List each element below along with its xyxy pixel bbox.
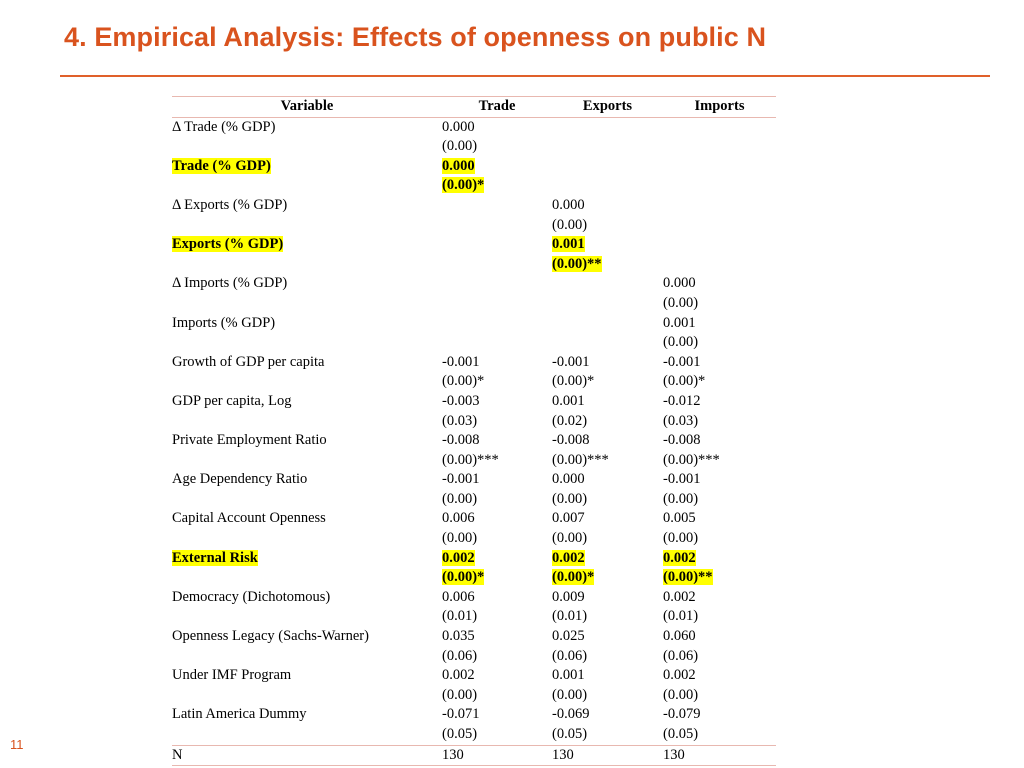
coefficient-value: 0.001: [552, 392, 585, 409]
standard-error-value: (0.01): [442, 608, 478, 625]
se-cell: [552, 647, 663, 667]
coefficient-value: 0.007: [552, 510, 585, 527]
variable-cell: [172, 470, 442, 490]
coefficient-value: 0.005: [663, 510, 696, 527]
coefficient-value: -0.003: [442, 392, 480, 409]
standard-error-value: (0.00)***: [442, 451, 499, 468]
standard-error-value: (0.00)*: [552, 373, 595, 390]
coef-cell: [442, 235, 552, 255]
regression-table: [172, 96, 776, 766]
coefficient-value: 0.000: [442, 118, 475, 135]
se-cell: [663, 216, 776, 236]
coefficient-value: 0.025: [552, 628, 585, 645]
variable-cell: [172, 588, 442, 608]
se-cell: [663, 372, 776, 392]
coefficient-value: 0.009: [552, 588, 585, 605]
coef-cell: [663, 157, 776, 177]
table-row-se: [172, 529, 776, 549]
coefficient-value: 0.002: [663, 549, 696, 566]
standard-error-value: (0.00): [442, 686, 478, 703]
coefficient-value: 0.002: [663, 667, 696, 684]
coef-cell: [552, 274, 663, 294]
header-variable: Variable: [172, 97, 442, 118]
standard-error-value: (0.00): [663, 686, 699, 703]
standard-error-value: (0.00)*: [663, 373, 706, 390]
variable-cell: [172, 627, 442, 647]
variable-cell-empty: [172, 568, 442, 588]
variable-cell-empty: [172, 216, 442, 236]
se-cell: [552, 451, 663, 471]
coef-cell: [442, 157, 552, 177]
coef-cell: [442, 431, 552, 451]
coefficient-value: -0.001: [663, 353, 701, 370]
table-row: [172, 627, 776, 647]
table-row: [172, 353, 776, 373]
variable-cell: [172, 392, 442, 412]
coefficient-value: 0.006: [442, 588, 475, 605]
table-row-se: [172, 725, 776, 745]
coefficient-value: -0.071: [442, 706, 480, 723]
se-cell: [663, 568, 776, 588]
coefficient-value: -0.001: [442, 353, 480, 370]
se-cell: [663, 412, 776, 432]
coef-cell: [552, 157, 663, 177]
coef-cell: [663, 549, 776, 569]
standard-error-value: (0.00)**: [663, 569, 713, 586]
table-row: [172, 470, 776, 490]
coef-cell: [663, 235, 776, 255]
page-number: 11: [10, 737, 24, 752]
se-cell: [552, 333, 663, 353]
se-cell: [552, 568, 663, 588]
standard-error-value: (0.06): [663, 647, 699, 664]
table-row-se: [172, 686, 776, 706]
variable-label: External Risk: [172, 549, 258, 566]
se-cell: [442, 137, 552, 157]
standard-error-value: (0.00): [552, 686, 588, 703]
coef-cell: [552, 705, 663, 725]
table-row-se: [172, 647, 776, 667]
variable-cell-empty: [172, 647, 442, 667]
se-cell: [552, 686, 663, 706]
observations-row: [172, 745, 776, 766]
se-cell: [663, 725, 776, 745]
variable-label: Growth of GDP per capita: [172, 353, 325, 370]
variable-cell-empty: [172, 451, 442, 471]
standard-error-value: (0.06): [552, 647, 588, 664]
coef-cell: [663, 353, 776, 373]
coefficient-value: 0.000: [442, 157, 475, 174]
variable-cell-empty: [172, 412, 442, 432]
table-row: [172, 392, 776, 412]
coef-cell: [552, 588, 663, 608]
variable-cell: [172, 196, 442, 216]
variable-cell-empty: [172, 333, 442, 353]
se-cell: [442, 294, 552, 314]
se-cell: [442, 216, 552, 236]
variable-label: Δ Imports (% GDP): [172, 275, 288, 292]
table-row: [172, 314, 776, 334]
standard-error-value: (0.06): [442, 647, 478, 664]
standard-error-value: (0.05): [442, 726, 478, 742]
se-cell: [663, 607, 776, 627]
coef-cell: [552, 431, 663, 451]
coef-cell: [663, 196, 776, 216]
se-cell: [552, 490, 663, 510]
standard-error-value: (0.00): [552, 216, 588, 233]
table-header-row: [172, 97, 776, 118]
table-row: [172, 705, 776, 725]
table-row-se: [172, 333, 776, 353]
standard-error-value: (0.00): [552, 490, 588, 507]
variable-cell-empty: [172, 725, 442, 745]
se-cell: [442, 255, 552, 275]
coef-cell: [442, 549, 552, 569]
se-cell: [442, 490, 552, 510]
se-cell: [442, 607, 552, 627]
standard-error-value: (0.03): [442, 412, 478, 429]
se-cell: [442, 412, 552, 432]
coefficient-value: -0.079: [663, 706, 701, 723]
se-cell: [552, 294, 663, 314]
table-row-se: [172, 294, 776, 314]
table-row: [172, 157, 776, 177]
coef-cell: [663, 627, 776, 647]
variable-cell: [172, 549, 442, 569]
coef-cell: [552, 196, 663, 216]
standard-error-value: (0.03): [663, 412, 699, 429]
coefficient-value: -0.008: [663, 432, 701, 449]
variable-label: Under IMF Program: [172, 667, 292, 684]
coefficient-value: 0.002: [442, 549, 475, 566]
coef-cell: [552, 117, 663, 137]
observations-value: 130: [552, 745, 663, 766]
table-row-se: [172, 607, 776, 627]
se-cell: [663, 451, 776, 471]
coef-cell: [442, 666, 552, 686]
se-cell: [552, 372, 663, 392]
table-row: [172, 274, 776, 294]
variable-cell-empty: [172, 490, 442, 510]
variable-cell-empty: [172, 686, 442, 706]
se-cell: [663, 137, 776, 157]
coefficient-value: -0.012: [663, 392, 701, 409]
standard-error-value: (0.00): [442, 530, 478, 547]
standard-error-value: (0.00)*: [442, 569, 485, 586]
standard-error-value: (0.00)***: [552, 451, 609, 468]
se-cell: [552, 529, 663, 549]
standard-error-value: (0.00): [552, 530, 588, 547]
variable-cell: [172, 157, 442, 177]
variable-cell: [172, 353, 442, 373]
variable-cell-empty: [172, 529, 442, 549]
observations-label: N: [172, 745, 442, 766]
coef-cell: [663, 117, 776, 137]
standard-error-value: (0.00): [663, 334, 699, 351]
variable-cell: [172, 117, 442, 137]
variable-cell-empty: [172, 176, 442, 196]
coef-cell: [552, 235, 663, 255]
table-row: [172, 196, 776, 216]
variable-label: Capital Account Openness: [172, 510, 326, 527]
table-row-se: [172, 490, 776, 510]
coef-cell: [552, 666, 663, 686]
coefficient-value: -0.001: [442, 471, 480, 488]
variable-label: Trade (% GDP): [172, 157, 271, 174]
variable-cell: [172, 666, 442, 686]
coef-cell: [552, 509, 663, 529]
table-row-se: [172, 451, 776, 471]
coefficient-value: 0.002: [663, 588, 696, 605]
coefficient-value: -0.069: [552, 706, 590, 723]
coefficient-value: 0.001: [552, 667, 585, 684]
se-cell: [442, 529, 552, 549]
table-row: [172, 666, 776, 686]
se-cell: [442, 686, 552, 706]
standard-error-value: (0.00)*: [442, 373, 485, 390]
coef-cell: [663, 431, 776, 451]
coefficient-value: 0.000: [552, 196, 585, 213]
variable-cell-empty: [172, 372, 442, 392]
variable-label: Democracy (Dichotomous): [172, 588, 331, 605]
table-row: [172, 431, 776, 451]
coef-cell: [442, 117, 552, 137]
se-cell: [552, 725, 663, 745]
table-row-se: [172, 137, 776, 157]
se-cell: [442, 647, 552, 667]
se-cell: [552, 412, 663, 432]
se-cell: [442, 333, 552, 353]
variable-label: GDP per capita, Log: [172, 392, 292, 409]
coef-cell: [663, 509, 776, 529]
se-cell: [552, 216, 663, 236]
variable-cell: [172, 509, 442, 529]
table-row-se: [172, 216, 776, 236]
coef-cell: [663, 666, 776, 686]
coef-cell: [552, 392, 663, 412]
variable-cell-empty: [172, 255, 442, 275]
header-imports: Imports: [663, 97, 776, 118]
table-row: [172, 235, 776, 255]
coef-cell: [442, 274, 552, 294]
coef-cell: [442, 705, 552, 725]
coef-cell: [663, 588, 776, 608]
standard-error-value: (0.00)**: [552, 255, 602, 272]
standard-error-value: (0.00)***: [663, 451, 720, 468]
se-cell: [663, 529, 776, 549]
se-cell: [663, 647, 776, 667]
variable-label: Imports (% GDP): [172, 314, 276, 331]
standard-error-value: (0.05): [663, 726, 699, 742]
standard-error-value: (0.02): [552, 412, 588, 429]
table-row-se: [172, 255, 776, 275]
table-row: [172, 509, 776, 529]
coef-cell: [442, 588, 552, 608]
variable-cell: [172, 431, 442, 451]
standard-error-value: (0.01): [663, 608, 699, 625]
coefficient-value: 0.002: [552, 549, 585, 566]
coef-cell: [442, 509, 552, 529]
standard-error-value: (0.00): [442, 490, 478, 507]
se-cell: [552, 255, 663, 275]
variable-label: Openness Legacy (Sachs-Warner): [172, 628, 369, 645]
coefficient-value: 0.002: [442, 667, 475, 684]
coefficient-value: 0.006: [442, 510, 475, 527]
coefficient-value: -0.008: [552, 432, 590, 449]
coef-cell: [663, 314, 776, 334]
header-trade: Trade: [442, 97, 552, 118]
coef-cell: [552, 470, 663, 490]
table-row-se: [172, 412, 776, 432]
se-cell: [442, 451, 552, 471]
variable-label: Δ Exports (% GDP): [172, 196, 288, 213]
se-cell: [663, 294, 776, 314]
standard-error-value: (0.01): [552, 608, 588, 625]
coef-cell: [442, 392, 552, 412]
variable-cell: [172, 274, 442, 294]
table-row: [172, 588, 776, 608]
coefficient-value: -0.008: [442, 432, 480, 449]
standard-error-value: (0.00)*: [442, 177, 485, 194]
coefficient-value: -0.001: [552, 353, 590, 370]
se-cell: [552, 607, 663, 627]
variable-cell: [172, 314, 442, 334]
se-cell: [663, 490, 776, 510]
table-row-se: [172, 568, 776, 588]
coefficient-value: 0.001: [552, 236, 585, 253]
se-cell: [663, 686, 776, 706]
header-exports: Exports: [552, 97, 663, 118]
standard-error-value: (0.00): [663, 490, 699, 507]
coef-cell: [442, 470, 552, 490]
se-cell: [442, 725, 552, 745]
variable-cell-empty: [172, 137, 442, 157]
coef-cell: [552, 314, 663, 334]
coefficient-value: 0.000: [552, 471, 585, 488]
variable-label: Latin America Dummy: [172, 706, 307, 723]
variable-cell-empty: [172, 607, 442, 627]
coefficient-value: 0.001: [663, 314, 696, 331]
coef-cell: [442, 196, 552, 216]
variable-cell: [172, 235, 442, 255]
variable-label: Private Employment Ratio: [172, 432, 327, 449]
variable-label: Δ Trade (% GDP): [172, 118, 276, 135]
observations-value: 130: [663, 745, 776, 766]
se-cell: [442, 176, 552, 196]
coef-cell: [663, 392, 776, 412]
coefficient-value: 0.035: [442, 628, 475, 645]
coef-cell: [442, 353, 552, 373]
coef-cell: [552, 353, 663, 373]
coef-cell: [663, 705, 776, 725]
table-row: [172, 549, 776, 569]
standard-error-value: (0.00): [663, 530, 699, 547]
coef-cell: [663, 470, 776, 490]
se-cell: [442, 568, 552, 588]
se-cell: [663, 176, 776, 196]
standard-error-value: (0.00): [442, 138, 478, 155]
se-cell: [663, 333, 776, 353]
title-divider: [60, 75, 990, 77]
coef-cell: [663, 274, 776, 294]
se-cell: [552, 137, 663, 157]
standard-error-value: (0.05): [552, 726, 588, 742]
coef-cell: [442, 314, 552, 334]
observations-value: 130: [442, 745, 552, 766]
table-row-se: [172, 372, 776, 392]
variable-label: Age Dependency Ratio: [172, 471, 308, 488]
table-body: [172, 117, 776, 766]
table-row: [172, 117, 776, 137]
slide-title: 4. Empirical Analysis: Effects of openness on public N: [64, 22, 767, 52]
coef-cell: [552, 627, 663, 647]
standard-error-value: (0.00): [663, 294, 699, 311]
coef-cell: [552, 549, 663, 569]
table-row-se: [172, 176, 776, 196]
standard-error-value: (0.00)*: [552, 569, 595, 586]
coefficient-value: -0.001: [663, 471, 701, 488]
se-cell: [552, 176, 663, 196]
variable-label: Exports (% GDP): [172, 236, 284, 253]
se-cell: [663, 255, 776, 275]
variable-cell: [172, 705, 442, 725]
variable-cell-empty: [172, 294, 442, 314]
se-cell: [442, 372, 552, 392]
coefficient-value: 0.060: [663, 628, 696, 645]
coef-cell: [442, 627, 552, 647]
coefficient-value: 0.000: [663, 275, 696, 292]
